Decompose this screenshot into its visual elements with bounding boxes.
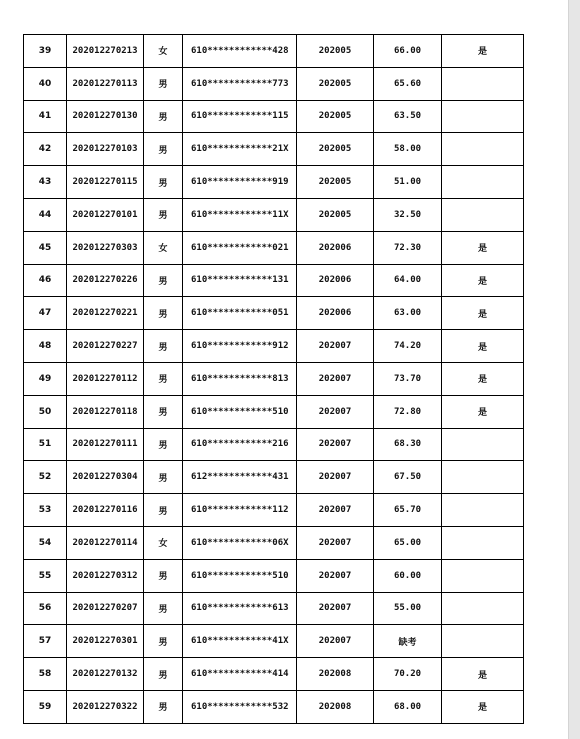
cell-exam-id: 202012270118 [67,395,144,428]
cell-id-card: 610************813 [183,362,297,395]
cell-score: 55.00 [374,592,442,625]
cell-id-card: 610************532 [183,690,297,723]
cell-position-code: 202007 [297,461,374,494]
cell-position-code: 202007 [297,592,374,625]
cell-id-card: 610************115 [183,100,297,133]
table-row [24,264,524,297]
cell-exam-id: 202012270111 [67,428,144,461]
cell-qualified [442,198,524,231]
cell-qualified [442,133,524,166]
table-row [24,166,524,199]
cell-row-number: 57 [24,625,67,658]
cell-row-number: 49 [24,362,67,395]
cell-position-code: 202007 [297,330,374,363]
table-row [24,428,524,461]
table-row [24,231,524,264]
cell-score: 72.30 [374,231,442,264]
cell-qualified [442,625,524,658]
cell-qualified [442,494,524,527]
cell-row-number: 40 [24,67,67,100]
cell-id-card: 610************051 [183,297,297,330]
cell-position-code: 202006 [297,264,374,297]
cell-qualified: 是 [442,297,524,330]
results-table [23,34,524,724]
cell-gender: 男 [144,559,183,592]
cell-exam-id: 202012270114 [67,526,144,559]
cell-score: 70.20 [374,658,442,691]
table-row [24,198,524,231]
cell-id-card: 610************21X [183,133,297,166]
cell-score: 68.30 [374,428,442,461]
table-row [24,526,524,559]
cell-position-code: 202007 [297,362,374,395]
cell-gender: 男 [144,264,183,297]
cell-qualified [442,428,524,461]
cell-score: 63.00 [374,297,442,330]
cell-id-card: 610************112 [183,494,297,527]
table-row [24,461,524,494]
cell-row-number: 56 [24,592,67,625]
cell-position-code: 202007 [297,625,374,658]
cell-id-card: 610************414 [183,658,297,691]
cell-qualified: 是 [442,330,524,363]
cell-qualified: 是 [442,264,524,297]
cell-gender: 男 [144,690,183,723]
table-row [24,592,524,625]
cell-qualified: 是 [442,362,524,395]
cell-id-card: 610************11X [183,198,297,231]
cell-row-number: 48 [24,330,67,363]
table-row [24,133,524,166]
cell-score: 58.00 [374,133,442,166]
cell-position-code: 202005 [297,67,374,100]
cell-qualified [442,166,524,199]
cell-row-number: 41 [24,100,67,133]
cell-score: 51.00 [374,166,442,199]
cell-row-number: 47 [24,297,67,330]
cell-exam-id: 202012270207 [67,592,144,625]
table-row [24,658,524,691]
cell-gender: 男 [144,330,183,363]
cell-id-card: 610************428 [183,35,297,68]
cell-position-code: 202007 [297,428,374,461]
cell-qualified [442,592,524,625]
cell-id-card: 612************431 [183,461,297,494]
cell-exam-id: 202012270112 [67,362,144,395]
cell-id-card: 610************216 [183,428,297,461]
cell-gender: 男 [144,67,183,100]
cell-score: 65.60 [374,67,442,100]
cell-gender: 女 [144,526,183,559]
cell-gender: 男 [144,198,183,231]
cell-position-code: 202006 [297,231,374,264]
cell-position-code: 202007 [297,526,374,559]
table-row [24,559,524,592]
cell-row-number: 42 [24,133,67,166]
cell-qualified [442,461,524,494]
cell-exam-id: 202012270227 [67,330,144,363]
cell-qualified [442,100,524,133]
cell-gender: 男 [144,625,183,658]
cell-id-card: 610************773 [183,67,297,100]
table-body [24,35,524,724]
table-row [24,690,524,723]
cell-gender: 女 [144,35,183,68]
cell-score: 64.00 [374,264,442,297]
cell-row-number: 50 [24,395,67,428]
cell-score: 63.50 [374,100,442,133]
cell-exam-id: 202012270101 [67,198,144,231]
cell-score: 72.80 [374,395,442,428]
cell-row-number: 46 [24,264,67,297]
cell-exam-id: 202012270301 [67,625,144,658]
cell-id-card: 610************510 [183,395,297,428]
cell-row-number: 52 [24,461,67,494]
cell-exam-id: 202012270226 [67,264,144,297]
cell-row-number: 58 [24,658,67,691]
table-row [24,297,524,330]
cell-qualified: 是 [442,690,524,723]
cell-score: 73.70 [374,362,442,395]
cell-position-code: 202005 [297,35,374,68]
cell-gender: 男 [144,592,183,625]
table-row [24,395,524,428]
table-row [24,625,524,658]
cell-gender: 男 [144,494,183,527]
cell-exam-id: 202012270213 [67,35,144,68]
cell-row-number: 55 [24,559,67,592]
table-row [24,362,524,395]
cell-qualified: 是 [442,395,524,428]
cell-position-code: 202006 [297,297,374,330]
cell-score: 32.50 [374,198,442,231]
cell-row-number: 43 [24,166,67,199]
cell-qualified [442,526,524,559]
cell-exam-id: 202012270132 [67,658,144,691]
cell-gender: 男 [144,395,183,428]
table-row [24,100,524,133]
cell-id-card: 610************131 [183,264,297,297]
cell-gender: 男 [144,658,183,691]
cell-id-card: 610************021 [183,231,297,264]
cell-gender: 男 [144,362,183,395]
cell-gender: 男 [144,100,183,133]
cell-score: 66.00 [374,35,442,68]
cell-position-code: 202007 [297,559,374,592]
cell-exam-id: 202012270103 [67,133,144,166]
cell-position-code: 202005 [297,166,374,199]
cell-exam-id: 202012270113 [67,67,144,100]
cell-position-code: 202005 [297,133,374,166]
cell-score: 74.20 [374,330,442,363]
cell-qualified [442,67,524,100]
cell-exam-id: 202012270322 [67,690,144,723]
cell-position-code: 202007 [297,395,374,428]
cell-id-card: 610************06X [183,526,297,559]
cell-gender: 男 [144,297,183,330]
cell-row-number: 59 [24,690,67,723]
cell-qualified: 是 [442,658,524,691]
cell-score: 65.00 [374,526,442,559]
cell-id-card: 610************613 [183,592,297,625]
cell-position-code: 202008 [297,690,374,723]
cell-score: 60.00 [374,559,442,592]
cell-qualified: 是 [442,35,524,68]
cell-row-number: 45 [24,231,67,264]
cell-id-card: 610************41X [183,625,297,658]
cell-gender: 男 [144,461,183,494]
cell-score: 缺考 [374,625,442,658]
cell-gender: 男 [144,428,183,461]
cell-gender: 男 [144,166,183,199]
cell-gender: 男 [144,133,183,166]
cell-qualified [442,559,524,592]
cell-id-card: 610************912 [183,330,297,363]
cell-row-number: 44 [24,198,67,231]
cell-position-code: 202005 [297,198,374,231]
cell-score: 65.70 [374,494,442,527]
cell-row-number: 54 [24,526,67,559]
cell-exam-id: 202012270115 [67,166,144,199]
cell-exam-id: 202012270130 [67,100,144,133]
cell-position-code: 202005 [297,100,374,133]
table-row [24,330,524,363]
cell-exam-id: 202012270312 [67,559,144,592]
cell-gender: 女 [144,231,183,264]
cell-exam-id: 202012270221 [67,297,144,330]
cell-qualified: 是 [442,231,524,264]
cell-row-number: 39 [24,35,67,68]
cell-score: 67.50 [374,461,442,494]
cell-score: 68.00 [374,690,442,723]
cell-id-card: 610************919 [183,166,297,199]
cell-position-code: 202008 [297,658,374,691]
table-row [24,494,524,527]
cell-row-number: 51 [24,428,67,461]
cell-position-code: 202007 [297,494,374,527]
cell-exam-id: 202012270304 [67,461,144,494]
cell-row-number: 53 [24,494,67,527]
cell-exam-id: 202012270303 [67,231,144,264]
scrollbar-track[interactable] [568,0,580,739]
table-row [24,67,524,100]
table-row [24,35,524,68]
cell-exam-id: 202012270116 [67,494,144,527]
cell-id-card: 610************510 [183,559,297,592]
